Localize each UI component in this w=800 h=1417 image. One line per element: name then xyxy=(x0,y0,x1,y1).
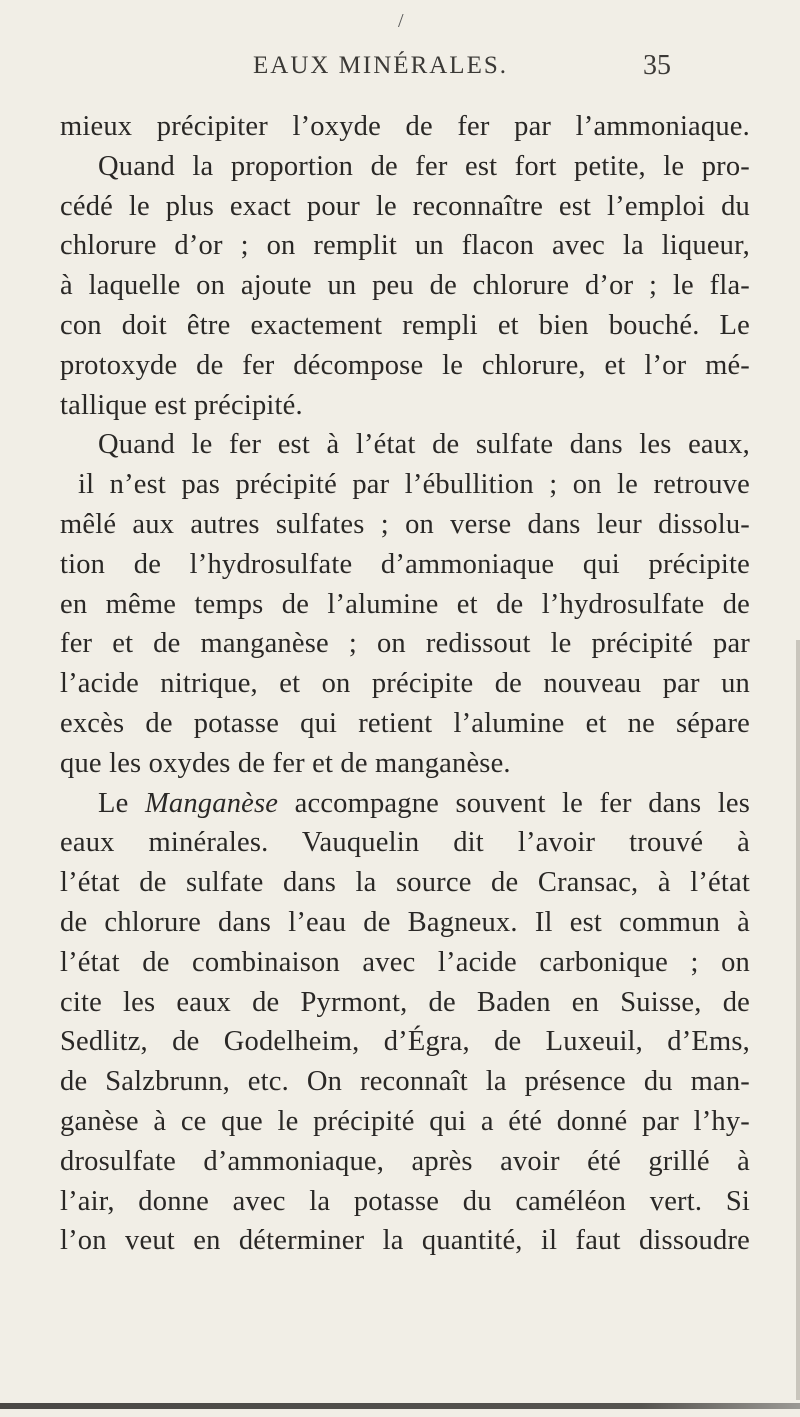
text-line: eaux minérales. Vauquelin dit l’avoir trouvé à xyxy=(60,827,750,859)
text-line: il n’est pas précipité par l’ébullition ; on le retrouve xyxy=(78,469,750,501)
text-line: cédé le plus exact pour le reconnaître est l’emploi du xyxy=(60,190,750,222)
text-line: à laquelle on ajoute un peu de chlorure d’or ; le fla- xyxy=(60,270,750,302)
text-line: protoxyde de fer décompose le chlorure, et l’or mé- xyxy=(60,349,750,381)
italic-term-manganese: Manganèse xyxy=(144,787,279,819)
text-line: chlorure d’or ; on remplit un flacon avec la liqueur, xyxy=(60,230,750,262)
text-line: Quand le fer est à l’état de sulfate dans les eaux, xyxy=(98,429,750,461)
text-line: de Salzbrunn, etc. On reconnaît la présence du man- xyxy=(60,1066,750,1098)
text-line-lead: Le xyxy=(98,787,145,819)
text-line: ganèse à ce que le précipité qui a été donné par l’hy- xyxy=(60,1105,750,1137)
text-line: mieux précipiter l’oxyde de fer par l’ammoniaque. xyxy=(60,111,750,142)
text-line: l’état de sulfate dans la source de Cransac, à l’état xyxy=(60,867,750,899)
page-header xyxy=(0,52,800,88)
text-line xyxy=(60,784,750,824)
text-line: drosulfate d’ammoniaque, après avoir été grillé à xyxy=(60,1145,750,1177)
text-line: tallique est précipité. xyxy=(60,389,303,421)
text-line: mêlé aux autres sulfates ; on verse dans leur dissolu- xyxy=(60,508,750,540)
text-line: tion de l’hydrosulfate d’ammoniaque qui précipite xyxy=(60,548,750,580)
bottom-edge-rule xyxy=(0,1403,800,1409)
text-line: en même temps de l’alumine et de l’hydrosulfate de xyxy=(60,588,750,620)
text-line: excès de potasse qui retient l’alumine et ne sépare xyxy=(60,707,750,739)
text-line: fer et de manganèse ; on redissout le précipité par xyxy=(60,628,750,660)
text-line: l’acide nitrique, et on précipite de nouveau par un xyxy=(60,668,750,700)
page-number: 35 xyxy=(643,50,671,81)
text-line: Quand la proportion de fer est fort petite, le pro- xyxy=(98,150,750,182)
text-line: l’air, donne avec la potasse du caméléon vert. Si xyxy=(60,1185,750,1217)
running-title: EAUX MINÉRALES. xyxy=(253,52,508,79)
body-text xyxy=(60,107,750,1261)
text-line: l’on veut en déterminer la quantité, il faut dissoudre xyxy=(60,1225,750,1257)
text-line: cite les eaux de Pyrmont, de Baden en Suisse, de xyxy=(60,986,750,1018)
text-line: l’état de combinaison avec l’acide carbonique ; on xyxy=(60,946,750,978)
page-edge-shadow xyxy=(796,640,800,1400)
text-line: con doit être exactement rempli et bien bouché. Le xyxy=(60,309,750,341)
text-line: Sedlitz, de Godelheim, d’Égra, de Luxeuil, d’Ems, xyxy=(60,1026,750,1058)
margin-mark: / xyxy=(398,10,404,32)
text-line: que les oxydes de fer et de manganèse. xyxy=(60,747,511,779)
text-line-rest: accompagne souvent le fer dans les xyxy=(278,787,750,819)
text-line: de chlorure dans l’eau de Bagneux. Il est commun à xyxy=(60,906,750,938)
